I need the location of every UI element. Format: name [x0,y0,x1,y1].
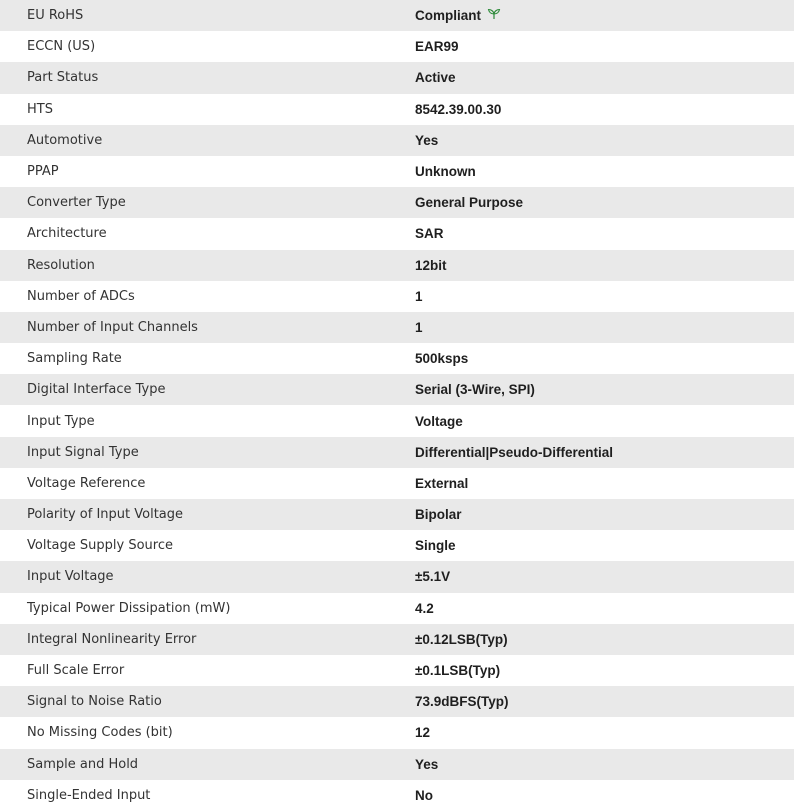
spec-row-ppap [0,156,794,187]
spec-attribute: Polarity of Input Voltage [27,507,184,523]
spec-value: 1 [415,288,423,304]
spec-value: Bipolar [415,507,462,523]
spec-value: Serial (3-Wire, SPI) [415,382,535,398]
spec-row-polarity-of-input-voltage [0,499,794,530]
spec-attribute: Number of ADCs [27,288,135,304]
spec-attribute: PPAP [27,164,59,180]
spec-row-input-signal-type [0,437,794,468]
spec-value: 12bit [415,257,447,273]
spec-value: 12 [415,725,431,741]
leaf-icon [487,8,501,23]
spec-attribute: Number of Input Channels [27,319,198,335]
spec-attribute: Single-Ended Input [27,787,151,803]
spec-attribute: Voltage Reference [27,475,146,491]
spec-value: 4.2 [415,600,434,616]
spec-row-part-status [0,62,794,93]
spec-row-integral-nonlinearity-error [0,624,794,655]
spec-attribute: Typical Power Dissipation (mW) [27,600,231,616]
spec-row-digital-interface-type [0,374,794,405]
spec-row-voltage-supply-source [0,530,794,561]
spec-attribute: Resolution [27,257,95,273]
spec-row-single-ended-input [0,780,794,811]
spec-value: External [415,475,469,491]
spec-value: Yes [415,132,439,148]
spec-attribute: Sample and Hold [27,756,139,772]
spec-attribute: Converter Type [27,195,126,211]
spec-attribute: Sampling Rate [27,351,122,367]
spec-attribute: Full Scale Error [27,663,125,679]
spec-value-cell [415,0,794,31]
spec-value: 1 [415,319,423,335]
spec-attribute: Digital Interface Type [27,382,166,398]
spec-row-voltage-reference [0,468,794,499]
spec-value: EAR99 [415,39,459,55]
spec-row-typical-power-dissipation [0,593,794,624]
spec-value: 500ksps [415,351,469,367]
spec-row-input-voltage [0,561,794,592]
spec-row-sampling-rate [0,343,794,374]
spec-attribute: Voltage Supply Source [27,538,173,554]
spec-row-number-of-adcs [0,281,794,312]
spec-attribute: Integral Nonlinearity Error [27,631,197,647]
spec-row-resolution [0,250,794,281]
spec-row-input-type [0,405,794,436]
spec-attribute: Input Type [27,413,95,429]
spec-row-number-of-input-channels [0,312,794,343]
spec-value: 73.9dBFS(Typ) [415,694,509,710]
spec-value: General Purpose [415,195,524,211]
spec-row-eu-rohs [0,0,794,31]
spec-row-eccn [0,31,794,62]
spec-attribute: Input Signal Type [27,444,139,460]
spec-attribute: No Missing Codes (bit) [27,725,173,741]
spec-value: Compliant [415,8,481,24]
spec-attribute: Architecture [27,226,107,242]
spec-value: No [415,787,433,803]
spec-value: SAR [415,226,444,242]
spec-row-converter-type [0,187,794,218]
spec-row-sample-and-hold [0,749,794,780]
spec-row-automotive [0,125,794,156]
spec-value: Unknown [415,164,476,180]
spec-attribute: EU RoHS [27,8,84,24]
spec-attribute: ECCN (US) [27,39,96,55]
spec-value: ±0.1LSB(Typ) [415,663,501,679]
spec-row-hts [0,94,794,125]
spec-value: ±0.12LSB(Typ) [415,631,508,647]
spec-value: Active [415,70,456,86]
spec-value: Voltage [415,413,463,429]
spec-attribute: Input Voltage [27,569,114,585]
spec-row-architecture [0,218,794,249]
spec-attribute: Automotive [27,132,103,148]
spec-value: ±5.1V [415,569,451,585]
spec-attribute: HTS [27,101,53,117]
spec-row-signal-to-noise-ratio [0,686,794,717]
spec-value: Yes [415,756,439,772]
spec-value: Single [415,538,456,554]
spec-attribute: Part Status [27,70,99,86]
spec-row-full-scale-error [0,655,794,686]
spec-value: Differential|Pseudo-Differential [415,444,614,460]
spec-value: 8542.39.00.30 [415,101,502,117]
spec-row-no-missing-codes [0,717,794,748]
spec-attribute: Signal to Noise Ratio [27,694,162,710]
